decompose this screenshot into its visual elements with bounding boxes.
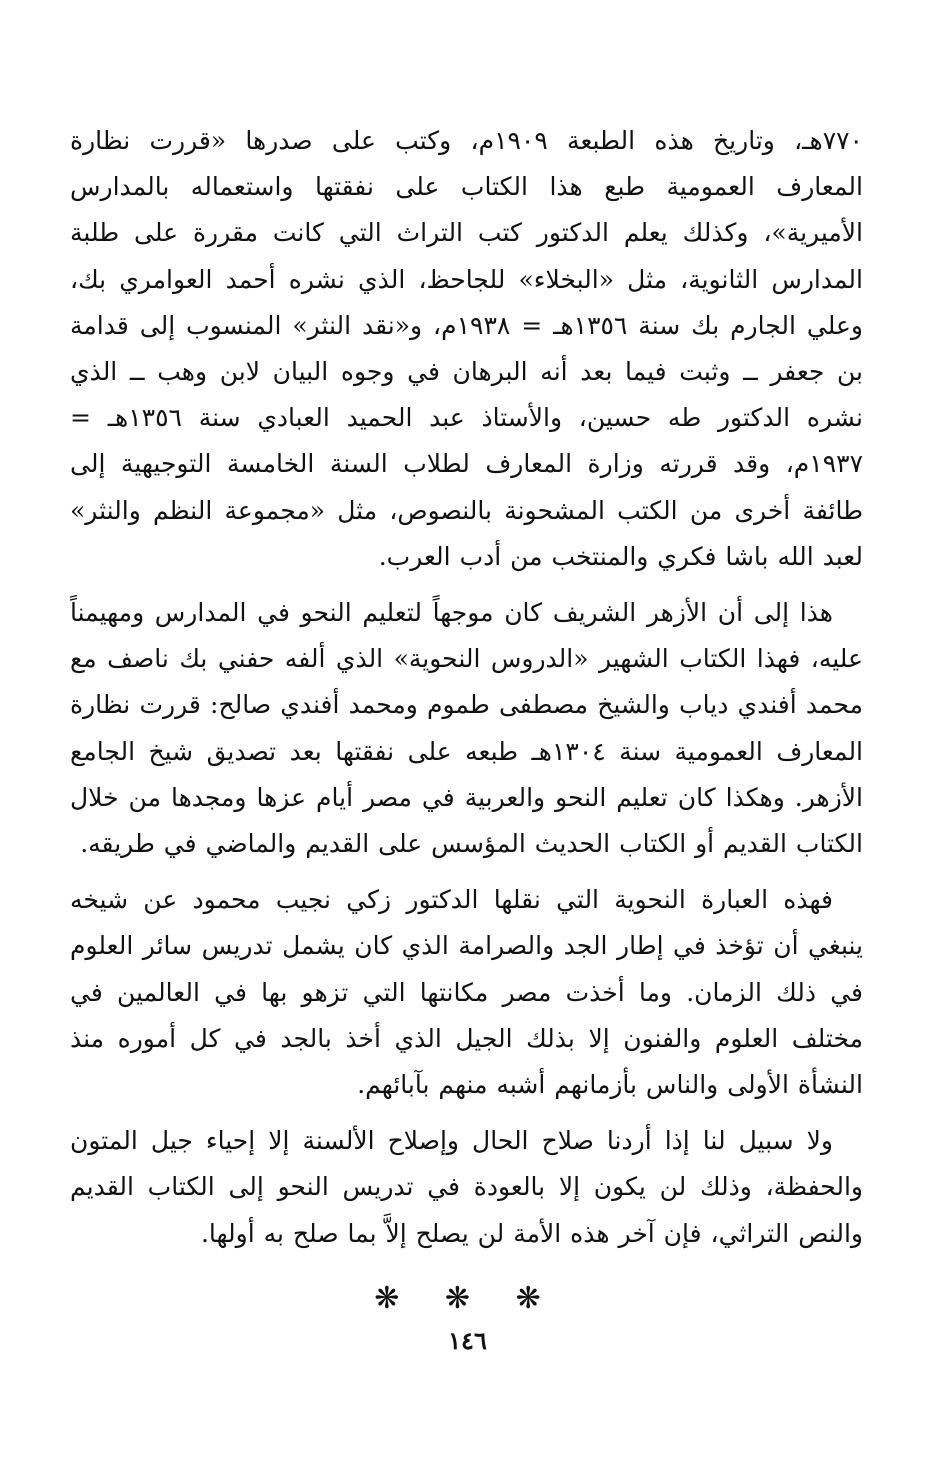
paragraph-1: ٧٧٠هـ، وتاريخ هذه الطبعة ١٩٠٩م، وكتب على صدرها «قررت نظارة المعارف العمومية طبع هذا الكتاب على نفقتها واستعماله بالمدارس الأميرية»، وكذلك يعلم الدكتور كتب التراث التي كانت مقررة على طلبة المدارس الثانوية، مثل «البخلاء» للجاحظ، الذي نشره أحمد العوامري بك، وعلي الجارم بك سنة ١٣٥٦هـ = ١٩٣٨م، و«نقد النثر» المنسوب إلى قدامة بن جعفر ــ وثبت فيما بعد أنه البرهان في وجوه البيان لابن وهب ــ الذي نشره الدكتور طه حسين، والأستاذ عبد الحميد العبادي سنة ١٣٥٦هـ = ١٩٣٧م، وقد قررته وزارة المعارف لطلاب السنة الخامسة التوجيهية إلى طائفة أخرى من الكتب المشحونة بالنصوص، مثل «مجموعة النظم والنثر» لعبد الله باشا فكري والمنتخب من أدب العرب. <box>70 126 864 571</box>
paragraph-3: فهذه العبارة النحوية التي نقلها الدكتور زكي نجيب محمود عن شيخه ينبغي أن تؤخذ في إطار الجد والصرامة الذي كان يشمل تدريس سائر العلوم في ذلك الزمان. وما أخذت مصر مكانتها التي تزهو بها في العالمين في مختلف العلوم والفنون إلا بذلك الجيل الذي أخذ بالجد في كل أموره منذ النشأة الأولى والناس بأزمانهم أشبه منهم بآبائهم. <box>70 885 863 1100</box>
paragraph-2: هذا إلى أن الأزهر الشريف كان موجهاً لتعليم النحو في المدارس ومهيمناً عليه، فهذا الكتاب الشهير «الدروس النحوية» الذي ألفه حفني بك ناصف مع محمد أفندي دياب والشيخ مصطفى طموم ومحمد أفندي صالح: قررت نظارة المعارف العمومية سنة ١٣٠٤هـ طبعه على نفقتها بعد تصديق شيخ الجامع الأزهر. وهكذا كان تعليم النحو والعربية في مصر أيام عزها ومجدها من خلال الكتاب القديم أو الكتاب الحديث المؤسس على القديم والماضي في طريقه. <box>70 598 864 859</box>
section-divider: ❋ ❋ ❋ <box>374 1280 559 1316</box>
paragraph-4: ولا سبيل لنا إذا أردنا صلاح الحال وإصلاح الألسنة إلا إحياء جيل المتون والحفظة، وذلك لن يكون إلا بالعودة في تدريس النحو إلى الكتاب القديم والنص التراثي، فإن آخر هذه الأمة لن يصلح إلاَّ بما صلح به أولها. <box>70 1126 863 1248</box>
page-number: ١٤٦ <box>448 1326 487 1355</box>
